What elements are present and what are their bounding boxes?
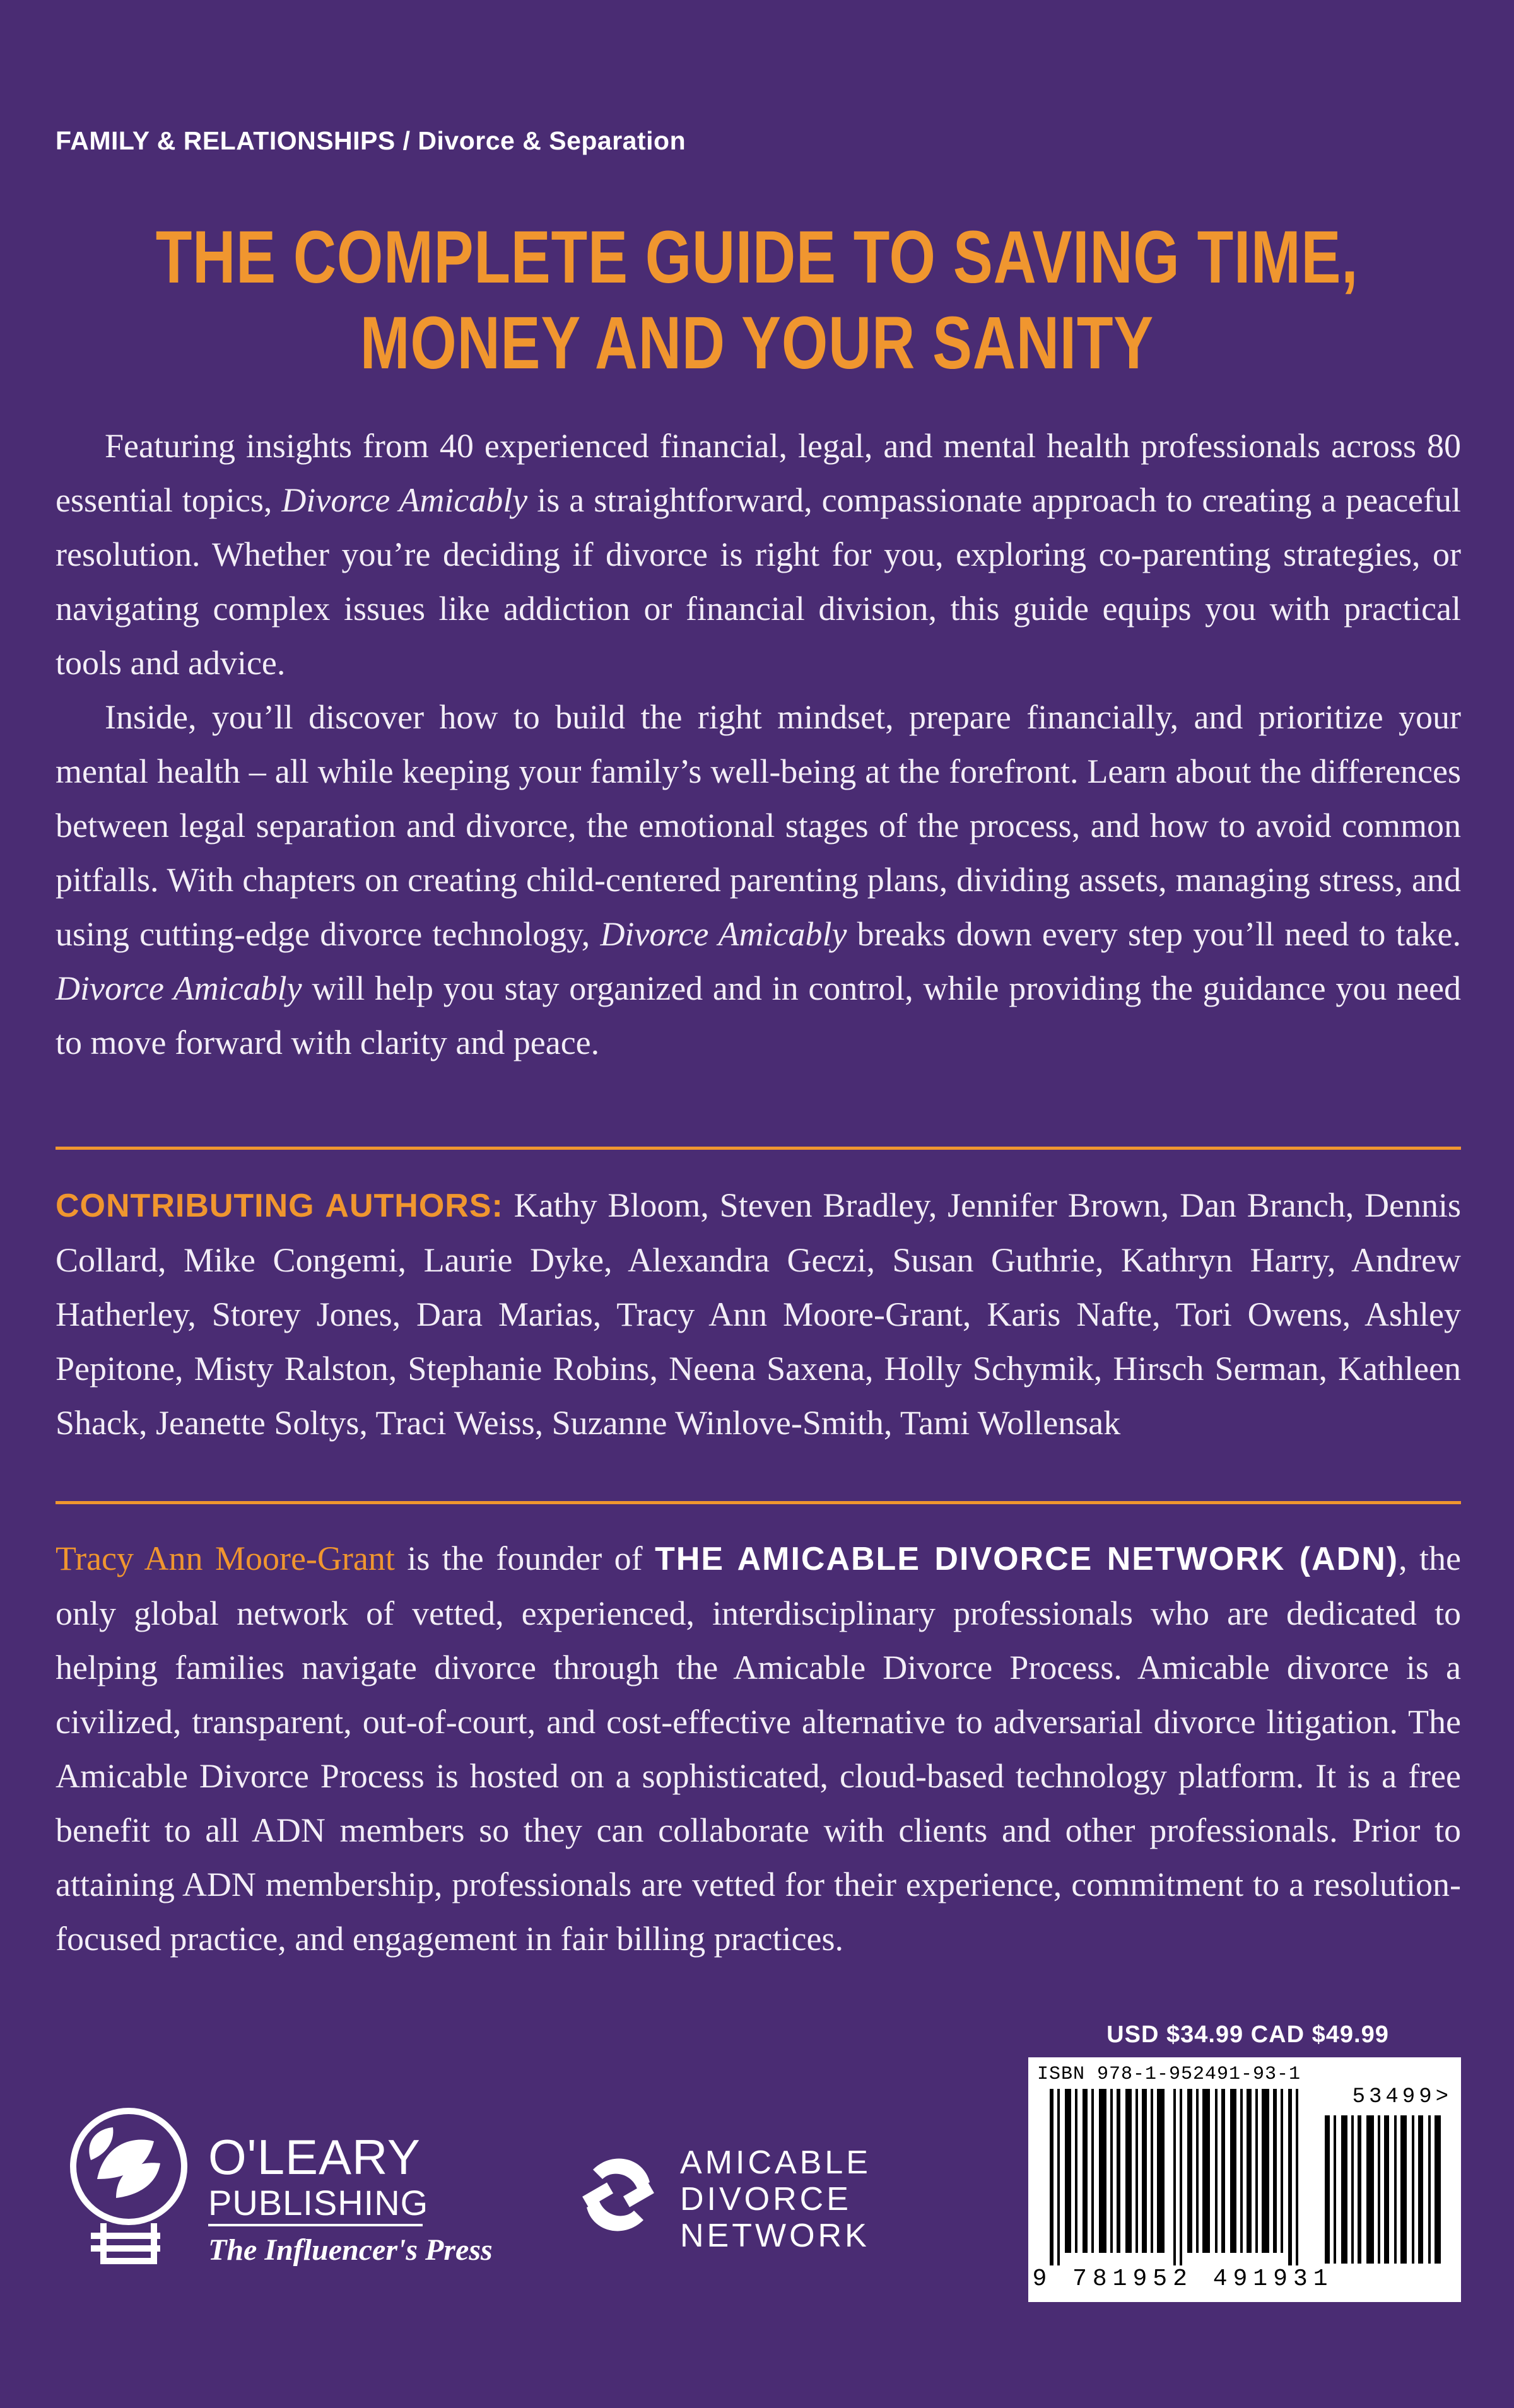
publisher-tagline: The Influencer's Press (208, 2233, 493, 2267)
headline (151, 214, 1363, 386)
divider (56, 1501, 1461, 1504)
book-title: Divorce Amicably (56, 969, 302, 1007)
description-paragraph-2: Inside, you’ll discover how to build the right mindset, prepare financially, and prioritize your mental health – all while keeping your family’s well-being at the forefront. Learn about the differences between legal separation and divorce, the emotional stages of the process, and how to avoid common pitfalls. With chapters on creating child-centered parenting plans, dividing assets, managing stress, and using cutting-edge divorce technology, Divorce Amicably breaks down every step you’ll need to take. Divorce Amicably will help you stay organized and in control, while providing the guidance you need to move forward with clarity and peace. (56, 698, 1461, 1061)
description (56, 419, 1461, 1070)
author-bio: Tracy Ann Moore-Grant is the founder of THE AMICABLE DIVORCE NETWORK (ADN), the only global network of vetted, experienced, interdisciplinary professionals who are dedicated to helping families navigate divorce through the Amicable Divorce Process. Amicable divorce is a civilized, transparent, out-of-court, and cost-effective alternative to adversarial divorce litigation. The Amicable Divorce Process is hosted on a sophisticated, cloud-based technology platform. It is a free benefit to all ADN members so they can collaborate with clients and other professionals. Prior to attaining ADN membership, professionals are vetted for their experience, commitment to a resolution-focused practice, and engagement in fair billing practices. (56, 1540, 1462, 1958)
contributors-label: CONTRIBUTING AUTHORS: (56, 1188, 503, 1224)
description-paragraph-1: Featuring insights from 40 experienced financial, legal, and mental health professionals across 80 essential topics, Divorce Amicably is a straightforward, compassionate approach to creating a peaceful resolution. Whether you’re deciding if divorce is right for you, exploring co-parenting strategies, or navigating complex issues like addiction or financial division, this guide equips you with practical tools and advice. (56, 427, 1461, 682)
network-logo-line-1: AMICABLE (680, 2144, 871, 2181)
network-logo-text (680, 2144, 871, 2254)
headline-line-1: THE COMPLETE GUIDE TO SAVING TIME, (155, 216, 1359, 299)
network-name: THE AMICABLE DIVORCE NETWORK (ADN) (655, 1541, 1399, 1577)
publisher-sub: PUBLISHING (208, 2183, 429, 2223)
book-title: Divorce Amicably (281, 481, 528, 519)
barcode-bars-icon (1050, 2089, 1315, 2265)
publisher-name: O'LEARY (208, 2129, 421, 2185)
contributors-names: Kathy Bloom, Steven Bradley, Jennifer Brown, Dan Branch, Dennis Collard, Mike Congemi, Laurie Dyke, Alexandra Geczi, Susan Guthrie, Kathryn Harry, Andrew Hatherley, Storey Jones, Dara Marias, Tracy Ann Moore-Grant, Karis Nafte, Tori Owens, Ashley Pepitone, Misty Ralston, Stephanie Robins, Neena Saxena, Holly Schymik, Hirsch Serman, Kathleen Shack, Jeanette Soltys, Traci Weiss, Suzanne Winlove-Smith, Tami Wollensak (56, 1186, 1461, 1442)
network-logo-line-2: DIVORCE (680, 2181, 852, 2218)
isbn-text: ISBN 978-1-952491-93-1 (1037, 2064, 1301, 2085)
price-barcode-icon (1325, 2115, 1445, 2264)
price-label: USD $34.99 CAD $49.99 (1106, 2021, 1389, 2048)
ean-digits: 9 781952 491931 (1032, 2265, 1334, 2293)
contributors-section (56, 1178, 1461, 1450)
network-logo-line-3: NETWORK (680, 2218, 870, 2254)
price-code: 53499> (1352, 2085, 1452, 2109)
book-title: Divorce Amicably (600, 915, 847, 953)
isbn-barcode (1028, 2057, 1461, 2302)
amicable-divorce-network-logo-icon (568, 2144, 669, 2245)
oleary-publishing-logo-icon (53, 2103, 204, 2274)
founder-name: Tracy Ann Moore-Grant (56, 1540, 395, 1577)
headline-line-2: MONEY AND YOUR SANITY (360, 301, 1154, 385)
divider (56, 1147, 1461, 1150)
category-label: FAMILY & RELATIONSHIPS / Divorce & Separation (56, 126, 686, 155)
publisher-underline (208, 2224, 423, 2226)
